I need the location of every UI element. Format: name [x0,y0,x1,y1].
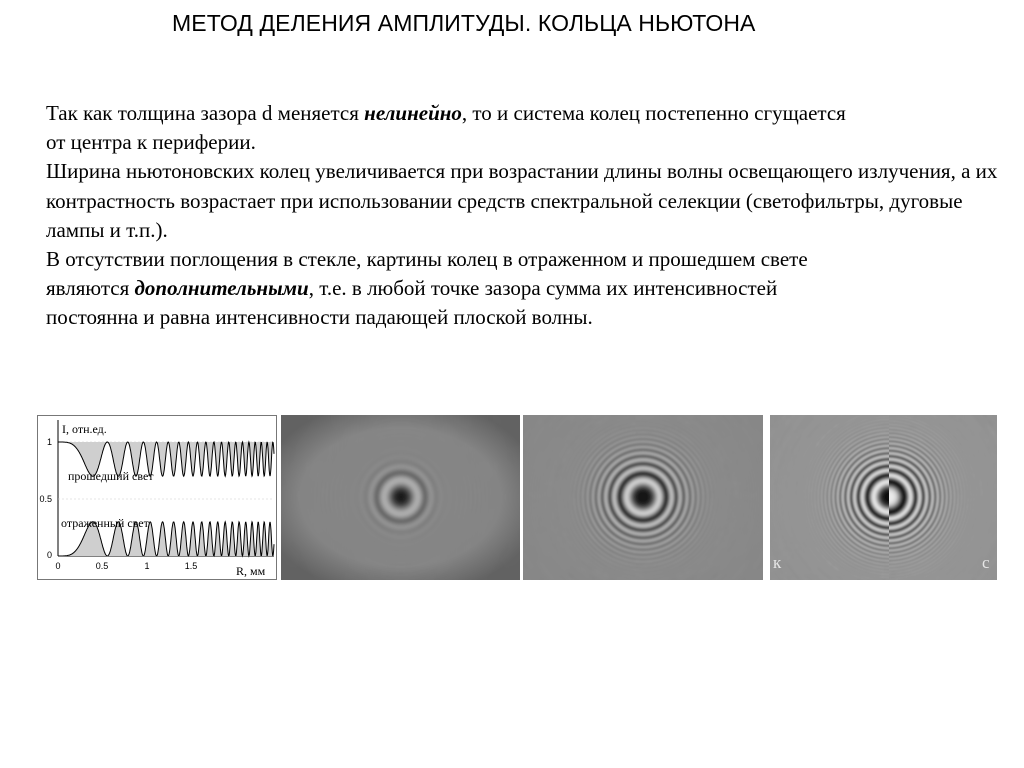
x-tick-label: 0.5 [95,561,109,571]
rings-photo-split [770,415,997,580]
series-label-transmitted: прошедший свет [68,469,154,483]
page-title: МЕТОД ДЕЛЕНИЯ АМПЛИТУДЫ. КОЛЬЦА НЬЮТОНА [172,10,756,36]
rings-photo-blurred [281,415,520,580]
y-tick-label: 0 [46,550,52,560]
split-label-left: к [773,553,782,572]
x-axis-label: R, мм [236,564,266,578]
x-tick-label: 1 [144,561,150,571]
intensity-chart-svg [38,416,276,579]
y-tick-label: 0.5 [39,494,52,504]
split-label-right: с [982,553,990,572]
y-tick-label: 1 [46,437,52,447]
intensity-chart [37,415,277,580]
x-tick-label: 1.5 [184,561,198,571]
emphasis-complementary: дополнительными [134,276,309,301]
y-axis-label: I, отн.ед. [62,422,107,436]
paragraph-2: Ширина ньютоновских колец увеличивается при возрастании длины волны освещающего излучения, а их контрастность возрастает при использовании средств спектральной селекции (светофильтры, дуговые лампы и т.п.). [46,159,998,242]
emphasis-nonlinear: нелинейно [364,101,462,125]
paragraph-1: Так как толщина зазора d меняется нелинейно, то и система колец постепенно сгущается от центра к периферии. [46,101,846,155]
rings-pattern [523,415,763,580]
body-text [46,99,1006,333]
paragraph-3: В отсутствии поглощения в стекле, картины колец в отраженном и прошедшем свете являются дополнительными, т.е. в любой точке зазора сумма их интенсивностей постоянна и равна интенсивности падающей плоской волны. [46,247,808,330]
series-label-reflected: отраженный свет [61,516,149,530]
rings-photo-filtered [523,415,763,580]
x-tick-label: 0 [55,561,61,571]
